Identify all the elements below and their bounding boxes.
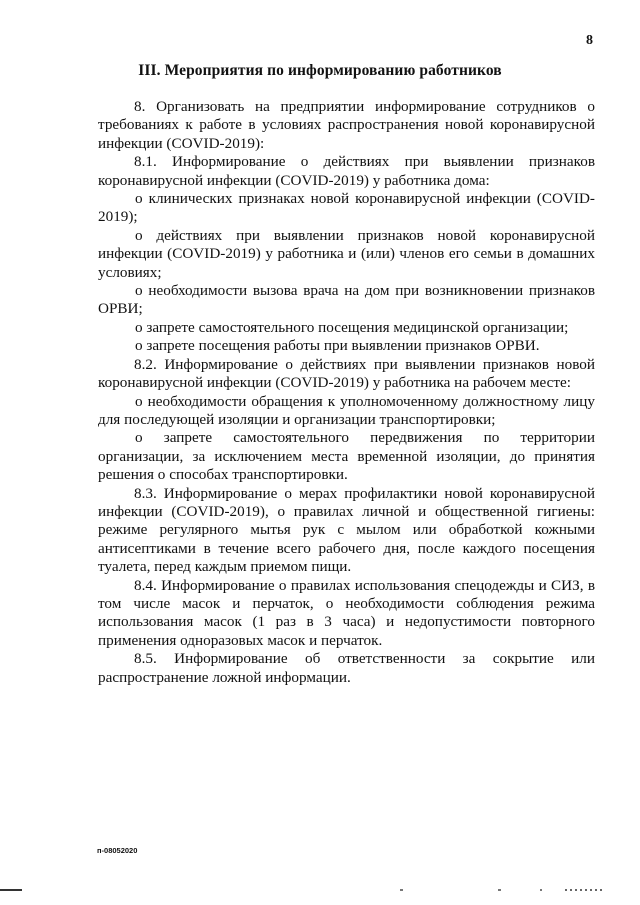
paragraph-8: 8. Организовать на предприятии информирование сотрудников о требованиях к работе в условиях распространения новой коронавирусной инфекции (COVID-2019): (98, 98, 595, 152)
paragraph-8-1: 8.1. Информирование о действиях при выявлении признаков коронавирусной инфекции (COVID-2019) у работника дома: (98, 153, 595, 189)
scan-artifact (540, 889, 542, 891)
list-item: о запрете самостоятельного передвижения по территории организации, за исключением места временной изоляции, до принятия решения о способах транспортировки. (98, 429, 595, 484)
document-code: п-08052020 (97, 846, 138, 855)
scan-artifact (400, 889, 403, 891)
section-heading: III. Мероприятия по информированию работников (138, 62, 502, 79)
list-item: о необходимости обращения к уполномоченному должностному лицу для последующей изоляции и организации транспортировки; (98, 392, 595, 428)
list-item: о необходимости вызова врача на дом при возникновении признаков ОРВИ; (98, 282, 595, 318)
section-body (98, 98, 595, 687)
scan-artifact (0, 889, 22, 891)
list-item: о запрете посещения работы при выявлении признаков ОРВИ. (135, 337, 540, 355)
page-number: 8 (586, 33, 593, 48)
scan-artifact (565, 889, 605, 891)
list-item: о клинических признаках новой коронавирусной инфекции (COVID-2019); (98, 190, 595, 226)
list-item: о действиях при выявлении признаков новой коронавирусной инфекции (COVID-2019) у работника и (или) членов его семьи в домашних условиях; (98, 226, 595, 281)
paragraph-8-5: 8.5. Информирование об ответственности за сокрытие или распространение ложной информации. (98, 650, 595, 686)
paragraph-8-4: 8.4. Информирование о правилах использования спецодежды и СИЗ, в том числе масок и перчаток, о необходимости соблюдения режима использования масок (1 раз в 3 часа) и недопустимости повторного применения одноразовых масок и перчаток. (98, 576, 595, 649)
scan-artifact (498, 889, 501, 891)
paragraph-8-3: 8.3. Информирование о мерах профилактики новой коронавирусной инфекции (COVID-2019), о правилах личной и общественной гигиены: режиме регулярного мытья рук с мылом или обработкой кожными антисептиками в течение всего рабочего дня, после каждого посещения туалета, перед каждым приемом пищи. (98, 484, 595, 576)
list-item: о запрете самостоятельного посещения медицинской организации; (135, 318, 569, 336)
paragraph-8-2: 8.2. Информирование о действиях при выявлении признаков новой коронавирусной инфекции (COVID-2019) у работника на рабочем месте: (98, 355, 595, 392)
